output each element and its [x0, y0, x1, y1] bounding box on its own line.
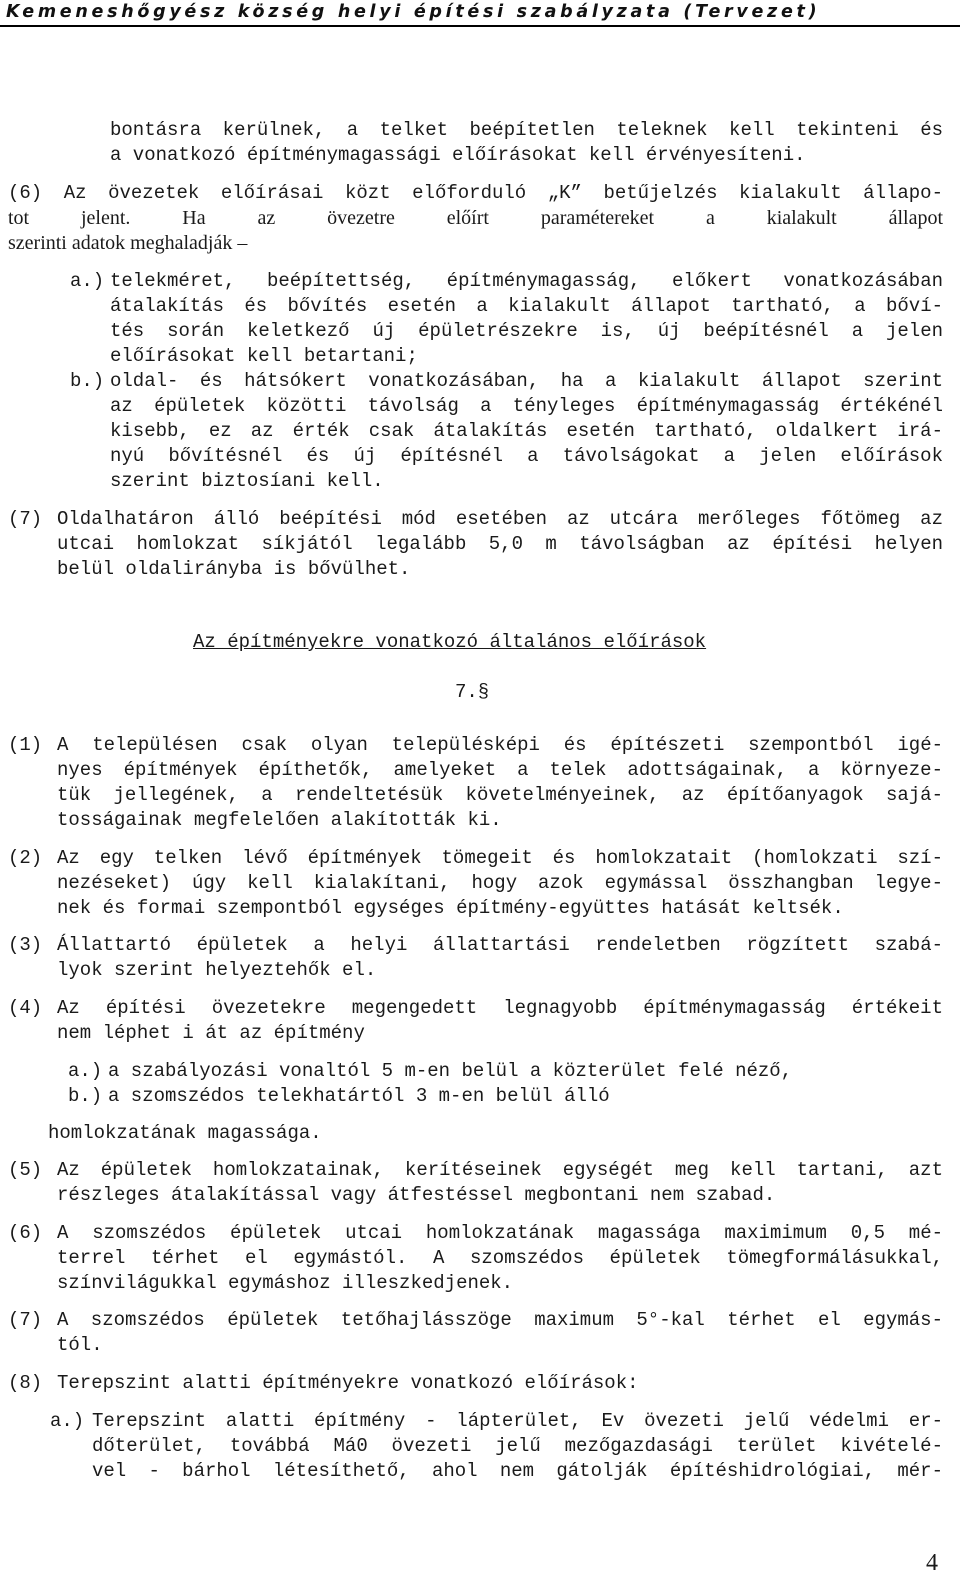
item-label: a.) [68, 1060, 103, 1082]
text-line: a vonatkozó építménymagassági előírásokat kell érvényesíteni. [110, 144, 806, 166]
section-number: 7.§ [455, 681, 490, 703]
document-header: Kemeneshőgyész község helyi építési szabályzata (Tervezet) [0, 0, 960, 27]
text-line: terrel térhet el egymástól. A szomszédos épületek tömegformálásukkal, [57, 1247, 943, 1269]
text-line: nyes építmények építhetők, amelyeket a telek adottságainak, a környeze- [57, 759, 943, 781]
paragraph-number: (1) [8, 734, 43, 756]
text-line: homlokzatának magassága. [48, 1122, 322, 1144]
text-line: a szabályozási vonaltól 5 m-en belül a közterület felé néző, [108, 1060, 793, 1082]
item-label: b.) [68, 1085, 103, 1107]
text-line: szerint biztosíani kell. [110, 470, 384, 492]
text-line: tól. [57, 1334, 103, 1356]
text-line: telekméret, beépítettség, építménymagasság, előkert vonatkozásában [110, 270, 943, 292]
text-line: dőterület, továbbá Má0 övezeti jelű mezőgazdasági terület kivételé- [92, 1435, 943, 1457]
text-line: a szomszédos telekhatártól 3 m-en belül álló [108, 1085, 610, 1107]
text-line: az épületek közötti távolság a tényleges építménymagasság értékénél [110, 395, 943, 417]
text-line: kisebb, ez az érték csak átalakítás esetén tartható, oldalkert irá- [110, 420, 943, 442]
text-line: Állattartó épületek a helyi állattartási rendeletben rögzített szabá- [57, 934, 943, 956]
text-line: Az egy telken lévő építmények tömegeit és homlokzatait (homlokzati szí- [57, 847, 943, 869]
text-line: A szomszédos épületek tetőhajlásszöge maximum 5°-kal térhet el egymás- [57, 1309, 943, 1331]
paragraph-number: (4) [8, 997, 43, 1019]
paragraph-number: (6) [8, 1222, 43, 1244]
text-line: vel - bárhol létesíthető, ahol nem gátolják építéshidrológiai, mér- [92, 1460, 943, 1482]
text-line: szerinti adatok meghaladják – [8, 232, 248, 254]
item-label: a.) [70, 270, 105, 292]
text-line: részleges átalakítással vagy átfestéssel megbontani nem szabad. [57, 1184, 776, 1206]
text-line: nyú bővítésnél és új építésnél a távolságokat a jelen előírások [110, 445, 943, 467]
text-line: Az építési övezetekre megengedett legnagyobb építménymagasság értékeit [57, 997, 943, 1019]
text-line: tés során keletkező új épületrészekre is, új beépítésnél a jelen [110, 320, 943, 342]
text-line: nezéseket) úgy kell kialakítani, hogy azok egymással összhangban legye- [57, 872, 943, 894]
paragraph-number: (7) [8, 508, 43, 530]
text-line: nem léphet i át az építmény [57, 1022, 365, 1044]
item-label: b.) [70, 370, 105, 392]
item-label: a.) [50, 1410, 85, 1432]
paragraph-number: (3) [8, 934, 43, 956]
section-title: Az építményekre vonatkozó általános előírások [193, 631, 707, 653]
text-line: tük jellegének, a rendeltetésük követelményeinek, az építőanyagok sajá- [57, 784, 943, 806]
text-line: tosságainak megfelelően alakították ki. [57, 809, 502, 831]
text-line: átalakítás és bővítés esetén a kialakult állapot tartható, a bőví- [110, 295, 943, 317]
text-line: Az épületek homlokzatainak, kerítéseinek egységét meg kell tartani, azt [57, 1159, 943, 1181]
text-line: lyok szerint helyeztehők el. [57, 959, 377, 981]
text-line: színvilágukkal egymáshoz illeszkedjenek. [57, 1272, 514, 1294]
paragraph-number: (7) [8, 1309, 43, 1331]
text-line: bontásra kerülnek, a telket beépítetlen teleknek kell tekinteni és [110, 119, 943, 141]
text-line: Oldalhatáron álló beépítési mód esetében az utcára merőleges főtömeg az [57, 508, 943, 530]
page-number: 4 [926, 1550, 938, 1576]
text-line: előírásokat kell betartani; [110, 345, 418, 367]
text-line: belül oldalirányba is bővülhet. [57, 558, 411, 580]
text-line: utcai homlokzat síkjától legalább 5,0 m távolságban az építési helyen [57, 533, 943, 555]
text-line: nek és formai szempontból egységes építmény-együttes hatását keltsék. [57, 897, 844, 919]
paragraph-number: (8) [8, 1372, 43, 1394]
text-line: oldal- és hátsókert vonatkozásában, ha a kialakult állapot szerint [110, 370, 943, 392]
text-line: Terepszint alatti építmény - lápterület, Ev övezeti jelű védelmi er- [92, 1410, 943, 1432]
paragraph-number: (5) [8, 1159, 43, 1181]
text-line: tot jelent. Ha az övezetre előírt paramétereket a kialakult állapot [8, 207, 943, 229]
text-line: A szomszédos épületek utcai homlokzatának magassága maximimum 0,5 mé- [57, 1222, 943, 1244]
text-line: Terepszint alatti építményekre vonatkozó előírások: [57, 1372, 639, 1394]
paragraph-number: (2) [8, 847, 43, 869]
text-line: A településen csak olyan településképi és építészeti szempontból igé- [57, 734, 943, 756]
text-line: (6) Az övezetek előírásai közt előforduló „K” betűjelzés kialakult állapo- [8, 182, 943, 204]
